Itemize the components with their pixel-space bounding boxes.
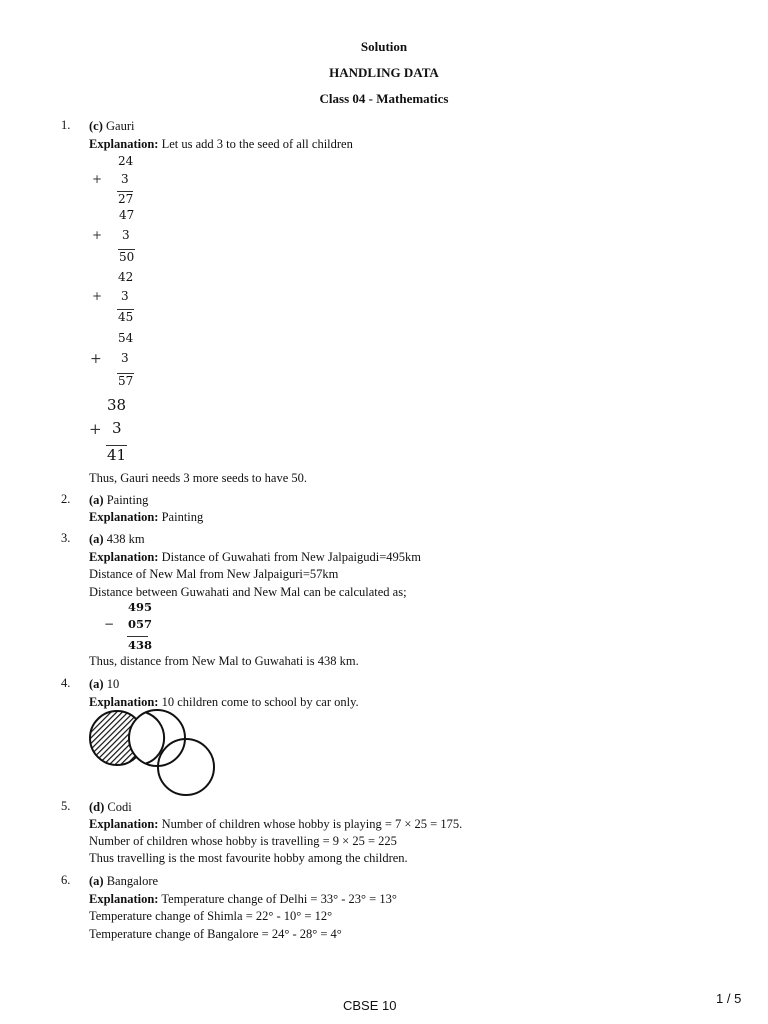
explanation-label: Explanation:	[89, 892, 159, 906]
explanation-line-3: Temperature change of Bangalore = 24° - 28° = 4°	[89, 927, 342, 941]
addend-top: 54	[118, 331, 134, 345]
difference: 438	[128, 638, 153, 652]
answer-text: Codi	[107, 800, 132, 814]
chapter-title: HANDLING DATA	[329, 65, 439, 80]
sum-result: 45	[118, 310, 134, 324]
explanation-text: 10 children come to school by car only.	[161, 695, 359, 709]
plus-sign: +	[90, 351, 102, 367]
page-number: 1 / 5	[716, 991, 742, 1006]
question-number: 1.	[61, 118, 71, 132]
explanation-line	[89, 136, 353, 152]
explanation-line-3: Thus travelling is the most favourite hobby among the children.	[89, 851, 408, 865]
question-number: 6.	[61, 873, 71, 887]
class-title: Class 04 - Mathematics	[319, 91, 449, 106]
explanation-line-2: Number of children whose hobby is travelling = 9 × 25 = 225	[89, 834, 397, 848]
minus-sign: −	[104, 617, 115, 631]
addend-top: 47	[119, 208, 135, 222]
explanation-line	[89, 816, 462, 832]
answer-line	[89, 531, 145, 547]
explanation-text: Temperature change of Delhi = 33° - 23° = 13°	[161, 892, 397, 906]
addend-top: 42	[118, 270, 134, 284]
explanation-text: Painting	[161, 510, 204, 524]
sum-result: 50	[119, 250, 135, 264]
explanation-text: Let us add 3 to the seed of all children	[161, 137, 353, 151]
answer-line	[89, 873, 158, 889]
addend-bottom: 3	[121, 351, 129, 365]
conclusion-text: Thus, distance from New Mal to Guwahati is 438 km.	[89, 654, 359, 668]
question-number: 2.	[61, 492, 71, 506]
addend-bottom: 3	[121, 289, 129, 303]
sum-result: 41	[107, 446, 127, 464]
answer-option: (d)	[89, 800, 105, 814]
answer-option: (a)	[89, 532, 104, 546]
answer-text: Painting	[106, 493, 149, 507]
explanation-label: Explanation:	[89, 695, 159, 709]
addend-bottom: 3	[112, 419, 122, 437]
answer-option: (a)	[89, 493, 104, 507]
difference-rule	[127, 636, 148, 637]
bottom-circle	[158, 739, 214, 795]
addend-bottom: 3	[122, 228, 130, 242]
explanation-line-2: Temperature change of Shimla = 22° - 10° = 12°	[89, 909, 333, 923]
answer-text: 438 km	[106, 532, 145, 546]
question-number: 5.	[61, 799, 71, 813]
explanation-line-2: Distance of New Mal from New Jalpaiguri=57km	[89, 567, 339, 581]
minuend: 495	[128, 600, 153, 614]
explanation-label: Explanation:	[89, 137, 159, 151]
doc-title: Solution	[360, 39, 408, 54]
answer-option: (c)	[89, 119, 103, 133]
sum-result: 57	[118, 374, 134, 388]
explanation-label: Explanation:	[89, 510, 159, 524]
answer-text: Bangalore	[106, 874, 159, 888]
question-number: 3.	[61, 531, 71, 545]
answer-line	[89, 799, 132, 815]
footer-label: CBSE 10	[343, 998, 397, 1013]
explanation-line	[89, 891, 397, 907]
subtrahend: 057	[128, 617, 153, 631]
answer-line	[89, 676, 119, 692]
answer-line	[89, 118, 134, 134]
answer-text: 10	[106, 677, 120, 691]
plus-sign: +	[92, 228, 103, 242]
addend-top: 24	[118, 154, 134, 168]
addend-top: 38	[107, 396, 127, 414]
answer-line	[89, 492, 148, 508]
venn-diagram	[86, 708, 221, 800]
explanation-label: Explanation:	[89, 550, 159, 564]
sum-result: 27	[118, 192, 134, 206]
answer-option: (a)	[89, 677, 104, 691]
explanation-line	[89, 549, 421, 565]
plus-sign: +	[89, 420, 102, 438]
addend-bottom: 3	[121, 172, 129, 186]
answer-text: Gauri	[106, 119, 135, 133]
plus-sign: +	[92, 289, 103, 303]
explanation-label: Explanation:	[89, 817, 159, 831]
answer-option: (a)	[89, 874, 104, 888]
explanation-line	[89, 509, 203, 525]
explanation-text: Number of children whose hobby is playing = 7 × 25 = 175.	[161, 817, 463, 831]
question-number: 4.	[61, 676, 71, 690]
explanation-text: Distance of Guwahati from New Jalpaigudi=495km	[161, 550, 422, 564]
explanation-line-3: Distance between Guwahati and New Mal can be calculated as;	[89, 585, 407, 599]
conclusion-text: Thus, Gauri needs 3 more seeds to have 50.	[89, 471, 307, 485]
plus-sign: +	[92, 172, 103, 186]
